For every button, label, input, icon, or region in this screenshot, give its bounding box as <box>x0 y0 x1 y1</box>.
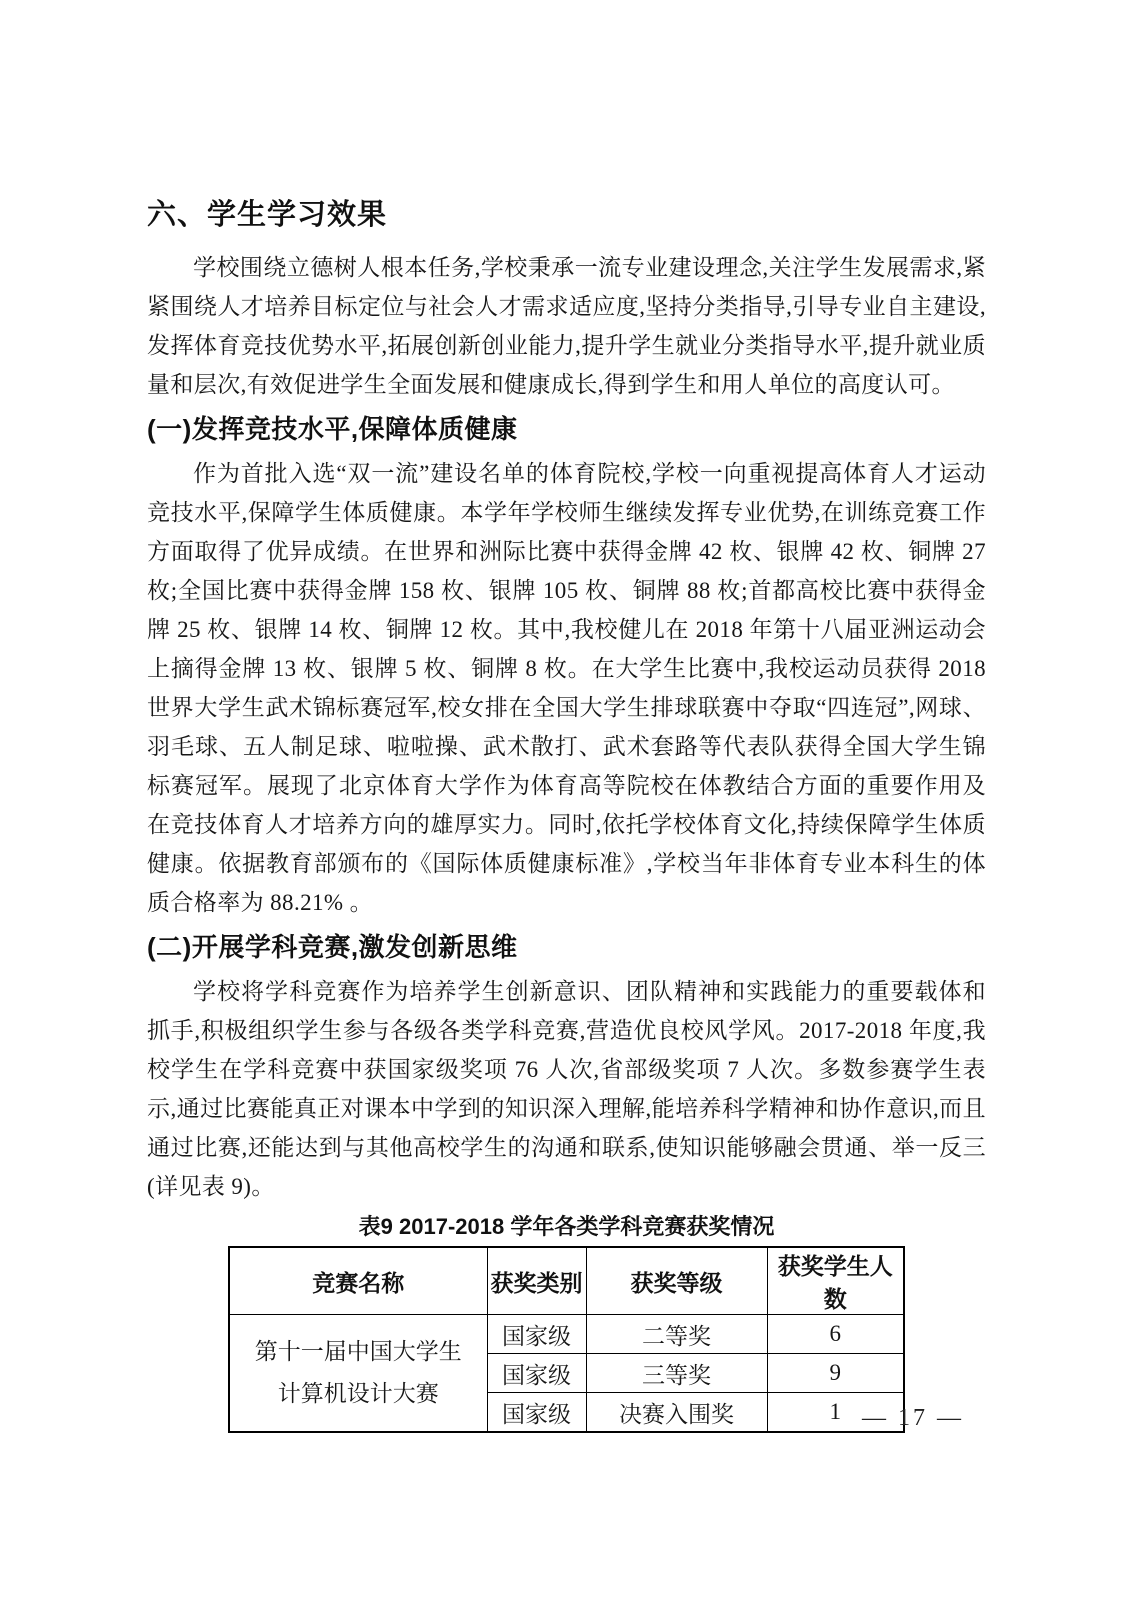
section-1-title: (一)发挥竞技水平,保障体质健康 <box>147 414 518 444</box>
award-grade-cell: 三等奖 <box>586 1354 767 1393</box>
award-category-cell: 国家级 <box>487 1315 586 1354</box>
competition-name-line-1: 第十一届中国大学生 <box>254 1339 462 1364</box>
section-2-title: (二)开展学科竞赛,激发创新思维 <box>147 932 518 962</box>
award-category-cell: 国家级 <box>487 1393 586 1433</box>
page-title: 六、学生学习效果 <box>147 199 388 231</box>
award-grade-cell: 决赛入围奖 <box>586 1393 767 1433</box>
col-header-award-grade: 获奖等级 <box>586 1247 767 1315</box>
col-header-competition-name: 竞赛名称 <box>229 1247 487 1315</box>
award-students-cell: 1 <box>767 1393 904 1433</box>
award-students-cell: 9 <box>767 1354 904 1393</box>
competition-name-line-2: 计算机设计大赛 <box>277 1381 439 1406</box>
awards-table <box>228 1246 905 1433</box>
col-header-award-category: 获奖类别 <box>487 1247 586 1315</box>
competition-name-cell <box>229 1315 487 1433</box>
table-caption: 表9 2017-2018 学年各类学科竞赛获奖情况 <box>358 1214 775 1239</box>
intro-paragraph: 学校围绕立德树人根本任务,学校秉承一流专业建设理念,关注学生发展需求,紧紧围绕人才培养目标定位与社会人才需求适应度,坚持分类指导,引导专业自主建设,发挥体育竞技优势水平,拓展创新创业能力,提升学生就业分类指导水平,提升就业质量和层次,有效促进学生全面发展和健康成长,得到学生和用人单位的高度认可。 <box>147 255 986 397</box>
award-grade-cell: 二等奖 <box>586 1315 767 1354</box>
award-category-cell: 国家级 <box>487 1354 586 1393</box>
page-content <box>147 198 986 1433</box>
col-header-award-students: 获奖学生人数 <box>767 1247 904 1315</box>
section-2-paragraph: 学校将学科竞赛作为培养学生创新意识、团队精神和实践能力的重要载体和抓手,积极组织学生参与各级各类学科竞赛,营造优良校风学风。2017-2018 年度,我校学生在学科竞赛中获国家级奖项 76 人次,省部级奖项 7 人次。多数参赛学生表示,通过比赛能真正对课本中学到的知识深入理解,能培养科学精神和协作意识,而且通过比赛,还能达到与其他高校学生的沟通和联系,使知识能够融会贯通、举一反三(详见表 9)。 <box>147 979 986 1199</box>
section-1-paragraph: 作为首批入选“双一流”建设名单的体育院校,学校一向重视提高体育人才运动竞技水平,保障学生体质健康。本学年学校师生继续发挥专业优势,在训练竞赛工作方面取得了优异成绩。在世界和洲际比赛中获得金牌 42 枚、银牌 42 枚、铜牌 27 枚;全国比赛中获得金牌 158 枚、银牌 105 枚、铜牌 88 枚;首都高校比赛中获得金牌 25 枚、银牌 14 枚、铜牌 12 枚。其中,我校健儿在 2018 年第十八届亚洲运动会上摘得金牌 13 枚、银牌 5 枚、铜牌 8 枚。在大学生比赛中,我校运动员获得 2018 世界大学生武术锦标赛冠军,校女排在全国大学生排球联赛中夺取“四连冠”,网球、羽毛球、五人制足球、啦啦操、武术散打、武术套路等代表队获得全国大学生锦标赛冠军。展现了北京体育大学作为体育高等院校在体教结合方面的重要作用及在竞技体育人才培养方向的雄厚实力。同时,依托学校体育文化,持续保障学生体质健康。依据教育部颁布的《国际体质健康标准》,学校当年非体育专业本科生的体质合格率为 88.21% 。 <box>147 461 986 915</box>
table-header-row <box>229 1247 904 1315</box>
award-students-cell: 6 <box>767 1315 904 1354</box>
table-row <box>229 1315 904 1354</box>
page-number: — 17 — <box>862 1405 964 1431</box>
